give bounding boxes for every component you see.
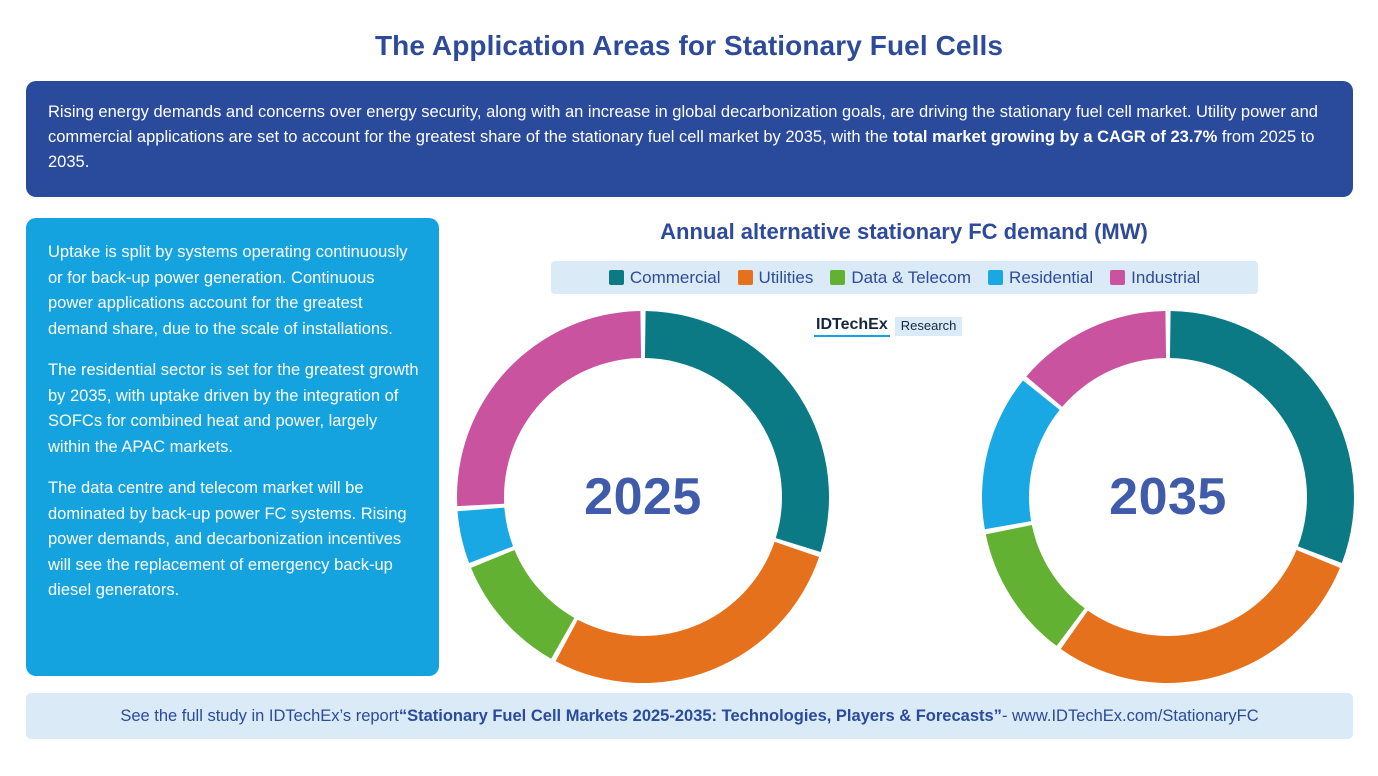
intro-text-highlight: total market growing by a CAGR of 23.7% xyxy=(892,128,1218,146)
chart-title: Annual alternative stationary FC demand (MW) xyxy=(660,219,1148,244)
legend-label: Utilities xyxy=(758,267,814,287)
donut-center-label-2035: 2035 xyxy=(1109,468,1227,526)
donut-slice-utilities[interactable] xyxy=(556,542,819,683)
footer-source xyxy=(26,693,1353,739)
intro-banner xyxy=(26,81,1353,197)
legend-item-data-telecom[interactable] xyxy=(830,268,971,288)
insight-paragraph-1: Uptake is split by systems operating continuously or for back-up power generation. Continuous power applications account for the greatest demand share, due to the scale of installations. xyxy=(48,243,408,338)
insight-paragraph-2: The residential sector is set for the greatest growth by 2035, with uptake driven by the integration of SOFCs for combined heat and power, largely within the APAC markets. xyxy=(48,361,419,456)
donut-slice-industrial[interactable] xyxy=(457,311,641,506)
legend-label: Industrial xyxy=(1131,267,1201,287)
donut-svg-2025 xyxy=(453,307,833,687)
footer-report-title: “Stationary Fuel Cell Markets 2025-2035: Technologies, Players & Forecasts” xyxy=(398,706,1002,725)
donut-chart-2025 xyxy=(453,307,833,687)
legend-item-commercial[interactable] xyxy=(609,268,721,288)
insight-paragraph-3: The data centre and telecom market will be dominated by back-up power FC systems. Rising power demands, and decarbonization incentives will see the replacement of emergency back-up diesel generators. xyxy=(48,479,407,599)
donut-slice-utilities[interactable] xyxy=(1061,550,1340,683)
donut-slice-industrial[interactable] xyxy=(1026,311,1166,407)
logo-wordmark: IDTechEx xyxy=(814,316,890,337)
idtechex-logo xyxy=(814,315,962,337)
legend-swatch-icon xyxy=(830,270,845,285)
chart-legend xyxy=(551,261,1258,294)
page-title: The Application Areas for Stationary Fuel Cells xyxy=(374,30,1004,61)
legend-item-utilities[interactable] xyxy=(738,268,814,288)
legend-label: Commercial xyxy=(629,267,721,287)
legend-label: Residential xyxy=(1009,267,1094,287)
donut-svg-2035 xyxy=(978,307,1358,687)
donut-slice-data-telecom[interactable] xyxy=(471,550,574,659)
legend-swatch-icon xyxy=(738,270,753,285)
legend-swatch-icon xyxy=(609,270,624,285)
donut-slice-data-telecom[interactable] xyxy=(986,525,1085,646)
donut-center-label-2025: 2025 xyxy=(584,468,702,526)
donut-slice-commercial[interactable] xyxy=(645,311,829,552)
intro-text-part1: Rising energy demands and concerns over energy security, along with an increase in global decarbonization goals, are driving the stationary fuel cell market. Utility power and commercial applications are set to account for the greatest share of the stationary fuel cell market by 2035, with the xyxy=(48,103,1318,146)
donut-chart-2035 xyxy=(978,307,1358,687)
insights-panel xyxy=(26,218,439,676)
intro-text-part2: from 2025 to 2035. xyxy=(48,128,1315,171)
legend-item-industrial[interactable] xyxy=(1110,268,1200,288)
footer-lead: See the full study in IDTechEx’s report xyxy=(120,706,399,725)
logo-research-tag: Research xyxy=(895,317,963,336)
legend-item-residential[interactable] xyxy=(988,268,1093,288)
legend-swatch-icon xyxy=(988,270,1003,285)
legend-label: Data & Telecom xyxy=(851,267,972,287)
donut-slice-residential[interactable] xyxy=(982,380,1060,529)
donut-slice-commercial[interactable] xyxy=(1170,311,1354,563)
footer-url: - www.IDTechEx.com/StationaryFC xyxy=(1001,706,1259,725)
legend-swatch-icon xyxy=(1110,270,1125,285)
